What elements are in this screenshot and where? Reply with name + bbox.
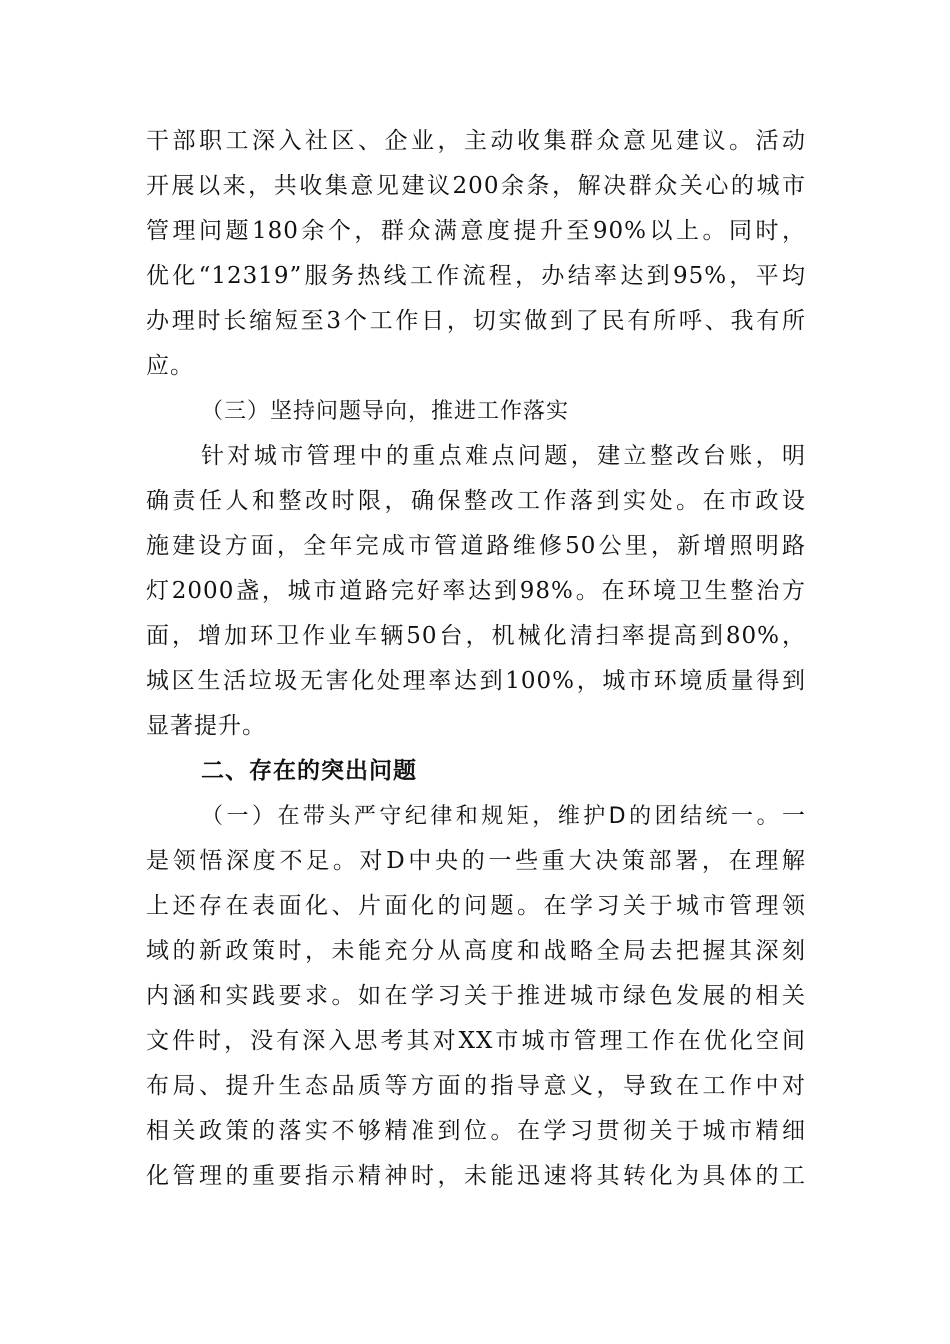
text-line: 相关政策的落实不够精准到位。在学习贯彻关于城市精细 [146, 1118, 806, 1144]
document-page [146, 119, 806, 1199]
text-line: 干部职工深入社区、企业，主动收集群众意见建议。活动 [146, 128, 806, 154]
text-line: 针对城市管理中的重点难点问题，建立整改台账，明 [201, 443, 806, 469]
paragraph-problem-orientation [146, 434, 806, 749]
section-heading-2: 二、存在的突出问题 [201, 758, 417, 784]
text-line: 域的新政策时，未能充分从高度和战略全局去把握其深刻 [146, 938, 806, 964]
text-line: 办理时长缩短至3个工作日，切实做到了民有所呼、我有所 [146, 308, 806, 334]
text-line: 是领悟深度不足。对D中央的一些重大决策部署，在理解 [146, 848, 806, 874]
text-line: 优化“12319”服务热线工作流程，办结率达到95%，平均 [146, 263, 806, 289]
text-line [146, 794, 806, 839]
text-line: 显著提升。 [146, 713, 266, 739]
text-line: 灯2000盏，城市道路完好率达到98%。在环境卫生整治方 [146, 578, 806, 604]
paragraph-discipline [146, 794, 806, 1199]
text-line: 确责任人和整改时限，确保整改工作落到实处。在市政设 [146, 488, 806, 514]
section-heading-3: （三）坚持问题导向，推进工作落实 [201, 399, 570, 424]
text-line: 施建设方面，全年完成市管道路维修50公里，新增照明路 [146, 533, 806, 559]
text-line: 布局、提升生态品质等方面的指导意义，导致在工作中对 [146, 1073, 806, 1099]
text-line: 化管理的重要指示精神时，未能迅速将其转化为具体的工 [146, 1163, 806, 1189]
text-line: 内涵和实践要求。如在学习关于推进城市绿色发展的相关 [146, 983, 806, 1009]
text-line: 开展以来，共收集意见建议200余条，解决群众关心的城市 [146, 173, 806, 199]
paragraph-continuation [146, 119, 806, 389]
text-line: 面，增加环卫作业车辆50台，机械化清扫率提高到80%， [146, 623, 806, 649]
text-line: 文件时，没有深入思考其对XX市城市管理工作在优化空间 [146, 1028, 806, 1054]
text-line: 城区生活垃圾无害化处理率达到100%，城市环境质量得到 [146, 668, 806, 694]
text-fragment: 一 [782, 803, 806, 829]
text-line: 应。 [146, 353, 194, 379]
paragraph-lead: （一）在带头严守纪律和规矩，维护D的团结统一。 [201, 804, 782, 829]
text-line: 管理问题180余个，群众满意度提升至90%以上。同时， [146, 218, 806, 244]
text-line: 上还存在表面化、片面化的问题。在学习关于城市管理领 [146, 893, 806, 919]
